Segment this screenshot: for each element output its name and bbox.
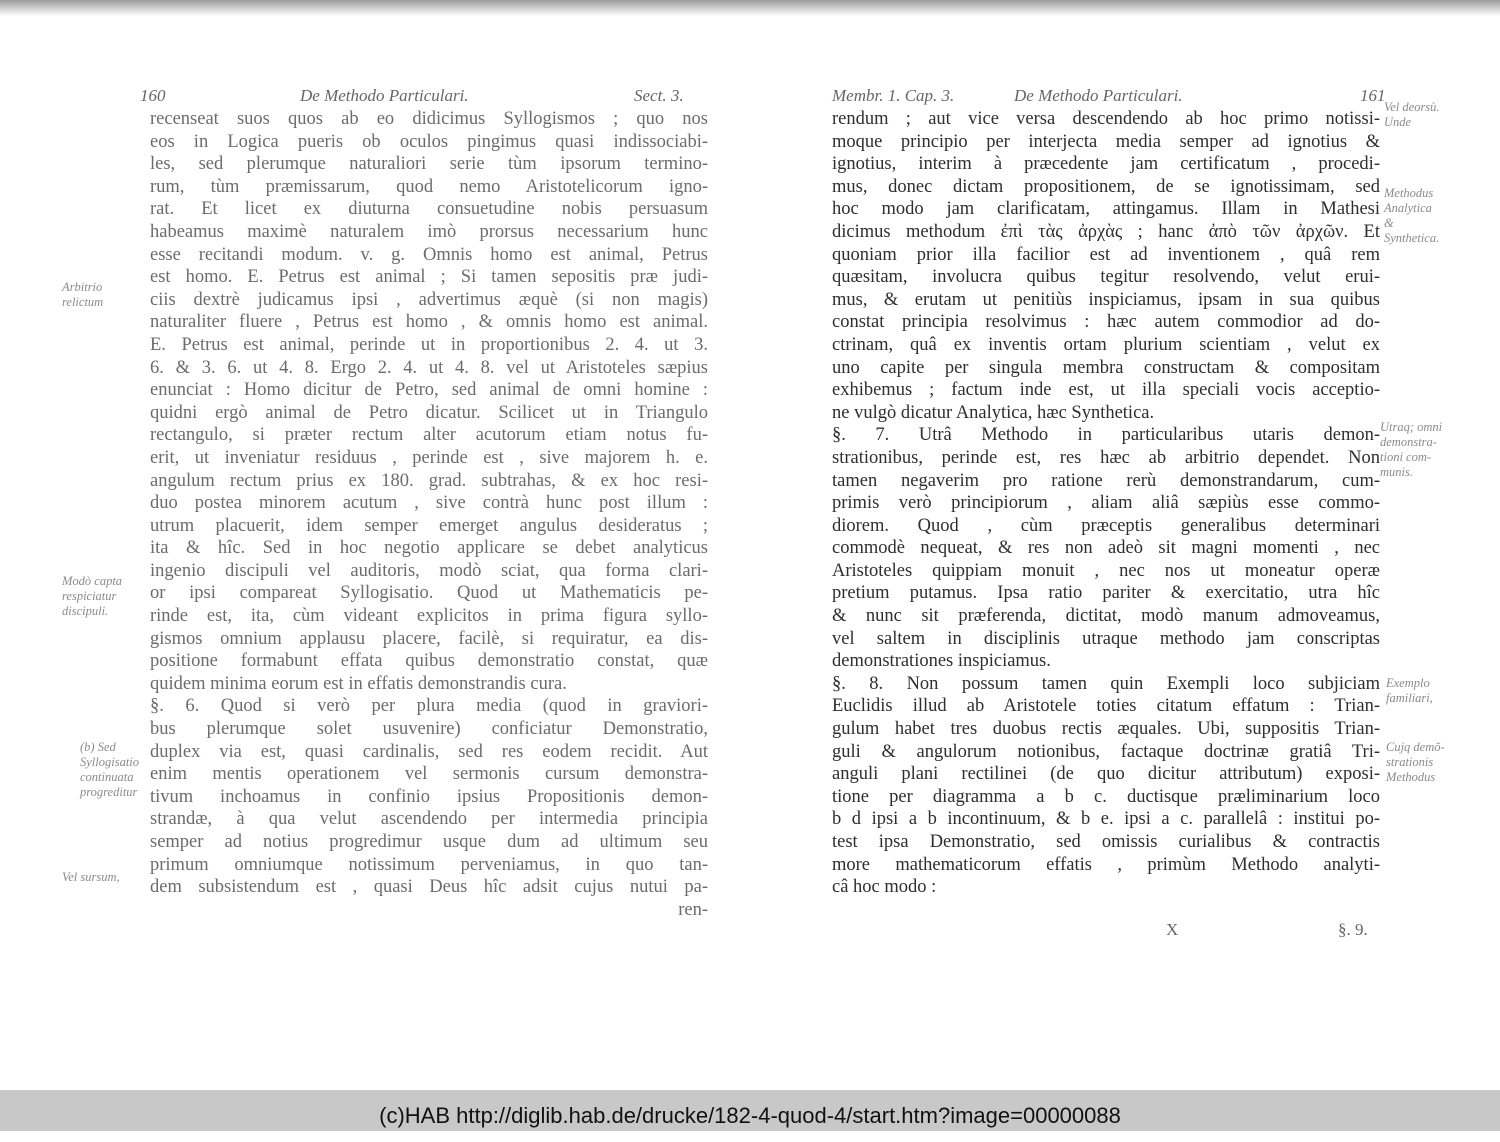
right-text-line: gulum habet tres duobus rectis æquales. Ubi, suppositis Trian- xyxy=(832,719,1380,740)
right-text-line: b d ipsi a b incontinuum, & b e. ipsi a c. parallelâ : institui po- xyxy=(832,809,1380,830)
left-text-line: angulum rectum prius ex 180. grad. subtrahas, & ex hoc resi- xyxy=(150,470,708,491)
left-page xyxy=(140,78,708,921)
left-running-head xyxy=(140,78,708,108)
margin-note-line: demonstra- xyxy=(1380,435,1437,449)
left-text-line: utrum placuerit, idem semper emerget angulus desideratus ; xyxy=(150,515,708,536)
margin-note-line: continuata xyxy=(80,770,134,784)
left-text-line: esse recitandi modum. v. g. Omnis homo est animal, Petrus xyxy=(150,244,708,265)
right-text-line: §. 7. Utrâ Methodo in particularibus utaris demon- xyxy=(832,425,1380,446)
margin-note-line: & xyxy=(1384,216,1394,230)
right-margin-note-methodus xyxy=(1384,186,1439,246)
right-text-line: constat principia resolvimus : hæc autem commodior ad do- xyxy=(832,312,1380,333)
right-text-line: Aristoteles quippiam monuit , nec nos ut moneatur operæ xyxy=(832,560,1380,581)
left-text-line: §. 6. Quod si verò per plura media (quod in graviori- xyxy=(150,696,708,717)
right-text-line: primis verò principiorum , aliam aliâ sæpiùs esse commo- xyxy=(832,493,1380,514)
left-text-line: bus plerumque solet usuvenire) conficiatur Demonstratio, xyxy=(150,719,708,740)
margin-note-line: Utraq; omni xyxy=(1380,420,1443,434)
right-margin-note-cujus xyxy=(1386,740,1445,785)
right-text-line: strationibus, perinde est, res hæc ab arbitrio dependet. Non xyxy=(832,447,1380,468)
left-text-line: rat. Et licet ex diuturna consuetudine nobis persuasum xyxy=(150,199,708,220)
margin-note-line: discipuli. xyxy=(62,604,109,618)
left-text-line: ren- xyxy=(678,899,708,920)
right-text-line: more mathematicorum effatis , primùm Methodo analyti- xyxy=(832,854,1380,875)
right-text-line: hoc modo jam clarificatam, attingamus. Illam in Mathesi xyxy=(832,199,1380,220)
margin-note-line: relictum xyxy=(62,295,104,309)
margin-note-line: progreditur xyxy=(80,785,138,799)
left-text-line: enunciat : Homo dicitur de Petro, sed animal de omni homine : xyxy=(150,380,708,401)
right-text-line: guli & angulorum notionibus, factaque doctrinæ gratiâ Tri- xyxy=(832,741,1380,762)
left-text-line: 6. & 3. 6. ut 4. 8. Ergo 2. 4. ut 4. 8. vel ut Aristoteles sæpius xyxy=(150,357,708,378)
left-text-line: positione formabunt effata quibus demonstratio constat, quæ xyxy=(150,651,708,672)
left-text-line: duplex via est, quasi cardinalis, sed res eodem recidit. Aut xyxy=(150,741,708,762)
right-header-title: De Methodo Particulari. xyxy=(1014,86,1183,105)
right-text-line: ctrinam, quâ ex inventis ortam plurium scientiam , velut ex xyxy=(832,334,1380,355)
right-page-number: 161 xyxy=(1360,86,1386,105)
margin-note-line: Synthetica. xyxy=(1384,231,1440,245)
right-text-line: commodè nequeat, & res non adeò sit magni momenti , nec xyxy=(832,538,1380,559)
left-text-line: ciis dextrè judicamus ipsi , advertimus æquè (si non magis) xyxy=(150,289,708,310)
margin-note-line: Modò capta xyxy=(62,574,123,588)
left-margin-note-modo-capta xyxy=(62,574,122,619)
margin-note-line: Syllogisatio xyxy=(80,755,140,769)
left-text-line: naturaliter fluere , Petrus est homo , & omnis homo est animal. xyxy=(150,312,708,333)
left-margin-note-vel-sursum xyxy=(62,870,120,885)
margin-note-line: familiari, xyxy=(1386,691,1433,705)
right-text-line: câ hoc modo : xyxy=(832,877,937,898)
left-text-line: semper ad notius progredimur usque dum ad ultimum seu xyxy=(150,832,708,852)
left-text-line: eos in Logica pueris ob oculos pingimus quasi indissociabi- xyxy=(150,131,708,152)
left-text-line: enim mentis operationem vel sermonis cursum demonstra- xyxy=(150,764,708,785)
left-text-line: ita & hîc. Sed in hoc negotio applicare se debet analyticus xyxy=(150,538,708,559)
right-margin-note-vel-deorsum xyxy=(1384,100,1440,130)
scan-top-edge xyxy=(0,0,1500,16)
right-text-line: exhibemus ; factum inde est, ut illa speciali vocis acceptio- xyxy=(832,380,1380,401)
right-text-line: & nunc sit præferenda, dictitat, modò manum admoveamus, xyxy=(832,606,1380,627)
margin-note-line: Exemplo xyxy=(1386,676,1430,690)
left-text-line: primum omniumque notissimum perveniamus, in quo tan- xyxy=(150,854,708,875)
left-margin-note-arbitrio xyxy=(62,280,103,310)
left-text-line: or ipsi compareat Syllogisatio. Quod ut Mathematicis pe- xyxy=(150,583,708,604)
footer-credit-text: (c)HAB http://diglib.hab.de/drucke/182-4-quod-4/start.htm?image=00000088 xyxy=(379,1103,1121,1128)
right-text-line: ne vulgò dicatur Analytica, hæc Synthetica. xyxy=(832,402,1155,423)
margin-note-line: Vel deorsù. xyxy=(1384,100,1440,114)
left-text-line: rum, tùm præmissarum, quod nemo Aristotelicorum igno- xyxy=(150,176,708,197)
left-text-line: recenseat suos quos ab eo didicimus Syllogismos ; quo nos xyxy=(150,109,708,129)
margin-note-line: munis. xyxy=(1380,465,1413,479)
left-text-line: quidem minima eorum est in effatis demonstrandis cura. xyxy=(150,673,567,694)
left-header-title: De Methodo Particulari. xyxy=(300,86,469,105)
right-text-line: uno capite per singula membra constructam & compositam xyxy=(832,357,1380,378)
left-text-line: tivum inchoamus in confinio ipsius Propositionis demon- xyxy=(150,786,708,807)
footer-credit-bar xyxy=(0,1090,1500,1131)
margin-note-line: (b) Sed xyxy=(80,740,116,754)
margin-note-line: tioni com- xyxy=(1380,450,1432,464)
right-text-line: mus, donec dictam propositionem, de se ignotissimam, sed xyxy=(832,176,1380,197)
left-text-line: les, sed plerumque naturaliori serie tùm ipsorum termino- xyxy=(150,154,708,175)
right-text-line: diorem. Quod , cùm præceptis generalibus determinari xyxy=(832,515,1380,536)
catchword: §. 9. xyxy=(1338,920,1368,939)
margin-note-line: Arbitrio xyxy=(62,280,103,294)
right-margin-note-exemplo xyxy=(1386,676,1433,706)
right-text-line: Euclidis illud ab Aristotele toties citatum effatum : Trian- xyxy=(832,696,1380,717)
left-text-line: est homo. E. Petrus est animal ; Si tamen sepositis præ judi- xyxy=(150,267,708,288)
signature-mark: X xyxy=(1166,920,1179,939)
left-text-line: ingenio discipuli vel auditoris, modò sciat, qua forma clari- xyxy=(150,560,708,581)
left-text-line: strandæ, à qua velut ascendendo per intermedia principia xyxy=(150,809,708,830)
right-text-line: mus, & erutam ut penitiùs inspiciamus, ipsam in sua quibus xyxy=(832,289,1380,310)
right-text-line: demonstrationes inspiciamus. xyxy=(832,651,1051,672)
left-text-line: rinde est, ita, cùm videant explicitos in prima figura syllo- xyxy=(150,606,708,627)
right-text-line: rendum ; aut vice versa descendendo ab hoc primo notissi- xyxy=(832,109,1380,129)
right-header-section: Membr. 1. Cap. 3. xyxy=(832,86,955,105)
right-page xyxy=(832,78,1386,899)
margin-note-line: Analytica xyxy=(1384,201,1432,215)
right-text-line: ignotius, interim à præcedente jam certificatum , procedi- xyxy=(832,154,1380,175)
left-text-line: rectangulo, si præter rectum alter acutorum etiam notus fu- xyxy=(150,425,708,446)
right-text-line: §. 8. Non possum tamen quin Exempli loco subjiciam xyxy=(832,673,1380,694)
right-text-line: tione per diagramma a b c. ductisque præliminarium loco xyxy=(832,786,1380,807)
margin-note-line: Methodus xyxy=(1386,770,1436,784)
left-text-line: dem subsistendum est , quasi Deus hîc adsit cujus nutui pa- xyxy=(150,877,708,898)
right-text-line: quoniam prior illa facilior est ad inventionem , quâ rem xyxy=(832,244,1380,265)
left-text-line: gismos omnium applausu placere, facilè, si requiratur, ea dis- xyxy=(150,628,708,649)
right-text-line: quæsitam, involucra quibus tegitur resolvendo, velut erui- xyxy=(832,267,1380,288)
right-body-text xyxy=(832,108,1380,899)
left-text-line: erit, ut inveniatur residuus , perinde est , sive majorem h. e. xyxy=(150,447,708,468)
left-body-text xyxy=(150,108,708,921)
right-text-line: vel saltem in disciplinis utraque methodo jam conscriptas xyxy=(832,628,1380,649)
left-header-section: Sect. 3. xyxy=(634,86,684,105)
left-page-number: 160 xyxy=(140,86,166,105)
left-text-line: habeamus maximè naturalem imò prorsus necessarium hunc xyxy=(150,221,708,242)
right-running-head xyxy=(832,78,1386,108)
margin-note-line: Unde xyxy=(1384,115,1412,129)
left-text-line: quidni ergò animal de Petro dicatur. Scilicet ut in Triangulo xyxy=(150,402,708,423)
margin-note-line: Cujq demõ- xyxy=(1386,740,1445,754)
margin-note-line: respiciatur xyxy=(62,589,117,603)
right-text-line: anguli plani rectilinei (de quo dicitur attributum) exposi- xyxy=(832,764,1380,785)
margin-note-line: Methodus xyxy=(1384,186,1434,200)
right-margin-note-utraque xyxy=(1380,420,1442,480)
margin-note-line: strationis xyxy=(1386,755,1434,769)
left-margin-note-syllogisatio xyxy=(80,740,139,800)
right-text-line: pretium putamus. Ipsa ratio pariter & exercitatio, utra hîc xyxy=(832,583,1380,604)
right-text-line: test ipsa Demonstratio, sed omissis curialibus & contractis xyxy=(832,832,1380,852)
right-text-line: dicimus methodum ἐπὶ τὰς ἀρχὰς ; hanc ἀπὸ τῶν ἀρχῶν. Et xyxy=(832,221,1380,242)
left-text-line: E. Petrus est animal, perinde ut in proportionibus 2. 4. ut 3. xyxy=(150,334,708,355)
right-text-line: tamen negaverim pro ratione rerù demonstrandarum, cum- xyxy=(832,470,1380,491)
margin-note-line: Vel sursum, xyxy=(62,870,120,884)
right-text-line: moque principio per interjecta media semper ad ignotius & xyxy=(832,131,1380,152)
left-text-line: duo postea minorem acutum , sive contrà hunc post illum : xyxy=(150,493,708,514)
